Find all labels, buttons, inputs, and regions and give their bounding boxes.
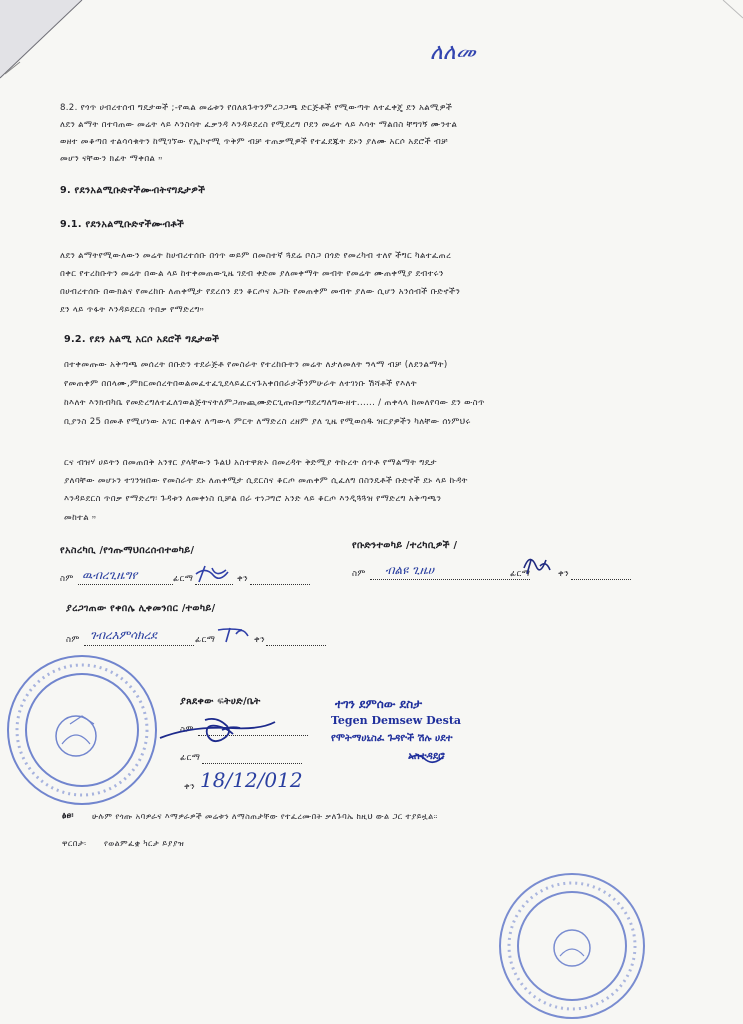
stamp-line-signature <box>410 755 444 762</box>
attachment-text: የወልምፈቋ ካርታ ይያያዝ <box>104 838 185 848</box>
heading-9: 9. የደንአልሚቡድኖችሙብትናግዴታዎች <box>60 185 206 196</box>
para-8-2-line: ለደን ልማት በተባጠው መሬት ላይ እንስሳት ፈቃንዳ እንዳይደረስ የሚደረግ ቦደን መሬት ላይ እሳት ማልበስ ቸግገኝ ሙንተል <box>60 120 458 130</box>
right-name-label: ስም <box>352 569 366 579</box>
left-signature <box>196 566 228 582</box>
heading-9-2: 9.2. የደን አልሚ አርሶ አደሮች ግዴታወች <box>64 334 220 345</box>
left-round-seal <box>8 656 156 804</box>
witness-name-handwritten: ገብረእምሳክረደ <box>90 628 157 642</box>
para-9-1-line: ደን ላይ ጥፋት እንዳይደርስ ጥበቃ የማድረግ። <box>60 305 205 315</box>
court-signature <box>160 719 275 741</box>
court-title: ያጸደቀው ፍትሀድ/ቤት <box>180 696 261 707</box>
kebele-chair-title: ያረጋገጠው የቀበሌ ሊቀመንበር /ተወካይ/ <box>66 603 216 614</box>
group-rep-title: የቡድንተወካይ /ተረካቢዎች / <box>352 540 458 551</box>
para-8-2-line: ወዘተ መቆጣበ ተልሳሳቁትን ከሚገኘው የኢኮኖሚ ጥቅም ብቻ ተጠቃሚዎች የተፈደጁት ደኑን ያለሙ አርሶ አደሮች ብቻ <box>60 137 449 147</box>
official-stamp-name-am: ተገን ደምሰው ደስታ <box>335 697 423 711</box>
para-9-1-line: ለደን ልማትየሚውለውን መሬት ከሀብረተሰቡ በጎጥ ወይም በመስተኛ ጓደሬ ቦስጋ በጎድ የመረካብ ተለየ ችግር ካልተፈጠረ <box>60 251 452 261</box>
left-sign-label: ፊርማ <box>173 574 194 584</box>
left-name-label: ስም <box>60 574 74 584</box>
para-9-2-cont-line: እንዳይደርስ ጥበቃ የማድረግ፡ ጉዳቱን ለመቀነስ ቢቻል በራ ተነጋግሮ አንድ ላይ ቆርጦ እንዲጓጓዝ የማድረግ አቅጣጫን <box>64 494 442 504</box>
para-9-2-cont-line: ያለባቸው መሆኑን ተገንዝበው የመስራት ደኑ ለጠቀሚታ ሲደርስና ቆርጦ መጠቀም ሲፈለግ በስንዴቶች ቡድኖች ደኑ ላይ ኩዳት <box>64 476 468 486</box>
para-9-1-line: በቀር የተረከቡትን መሬት በውል ላይ ከተቀመጠውጊዜ ገደብ ቀድመ ያለመቀማት መብት የመሬት ሙጠቀሚያ ደብተሩን <box>60 269 444 279</box>
right-signature <box>524 559 550 574</box>
official-stamp-subtitle: አስተዳደሮ <box>408 751 445 762</box>
court-sign-label: ፊርማ <box>180 753 201 763</box>
court-date-handwritten: 18/12/012 <box>200 768 303 792</box>
left-name-handwritten: ዉብረጊዜግየ <box>82 568 138 582</box>
para-8-2-line: መሆን ናቸውን ክፊት ማቀበል ። <box>60 154 163 164</box>
court-date-label: ቀን <box>184 782 195 792</box>
witness-name-label: ስም <box>66 635 80 645</box>
attachment-label: ዋርበታ፡ <box>62 838 87 848</box>
para-9-2-cont-line: መከተል ። <box>64 513 97 523</box>
para-9-2-line: ከእለት እንክብካቤ የመድረግለተፈለገወልጅትናትለምጋጡጪሙድርጊጡበቃጣደረግለግውዘተ...... / ጠቀላላ ከመለየባው ደን ውስጥ <box>64 398 485 408</box>
right-sign-label: ፊርማ <box>510 569 531 579</box>
witness-sign-label: ፊርማ <box>195 635 216 645</box>
bottom-right-round-seal <box>500 874 644 1018</box>
para-9-2-line: የመጠቀም በበላሙ,ምክርመሰረትበወልመፈተፈጊደላይፈርናጉአቀበበራታችንምሁራት ለተገነቡ ሽሻቶች የእለት <box>64 379 417 389</box>
note-text: ሁሉም የጎጡ አባዎራና እማዎራዎች መሬቱን ለማስጠታቸው የተፈረሙበት ቃለጉባኤ ከዚህ ውል ጋር ተያይዟል። <box>92 811 438 821</box>
para-9-2-line: ቢያንስ 25 በመቶ የሚሆነው አገር በቀልና ለጣውላ ምርት ለማድረስ ረዘም ያለ ጊዜ የሚወሰዱ ዝርያዎችን ካለቸው ሰነምህሩ <box>64 417 471 427</box>
witness-date-label: ቀን <box>254 635 265 645</box>
para-8-2-line: 8.2. የጎጥ ሀብረተሰብ ግዴታወች ;-የዉል መሬቱን የበለጸጉትንምረጋጋጫ ድርጅቶች የሚውጣት ለተፈቀጄ ደን አልሚዎች <box>60 103 453 113</box>
witness-signature <box>218 628 248 642</box>
right-name-handwritten: ብልዩ ጊዜሀ <box>385 563 435 577</box>
para-9-1-line: በሀብረተሰቡ በውክልና የመረከቡ ለጠቀሚታ የደረሰን ደን ቆርጦና አጋኩ የመጠቀም መብት ያለው ሲሆን አንሰብች ቡድኖችን <box>60 287 461 297</box>
left-date-label: ቀን <box>237 574 248 584</box>
court-name-label: ስም <box>180 725 194 735</box>
para-9-2-cont-line: ርና ብዝሃ ሀይትን በመጠበቅ አንፃር ያላቸውን ጉልህ አስተዋጽኦ በመረዳት ቅድሚያ ትኩረት ሰጥቶ የማልማት ግዴታ <box>64 458 437 468</box>
right-date-label: ቀን <box>558 569 569 579</box>
para-9-2-line: በተቀመጡው አቅጣጫ መሰረት በቡድን ተደራጅቶ የመስራት የተረከቡትን መሬት ለታለመለት ዓላማ ብቻ (ለደንልማት) <box>64 360 448 370</box>
official-stamp-name-en: Tegen Demsew Desta <box>331 714 462 727</box>
note-label: ፅፀ፡ <box>62 811 74 821</box>
official-stamp-title: የሞትማሀኒስፈ ጉዳዮች ሽሉ ሀደተ <box>331 733 453 744</box>
top-handwritten-mark: ለለመ <box>430 40 476 65</box>
heading-9-1: 9.1. የደንአልሚቡድኖችሙብቶች <box>60 219 185 230</box>
handover-rep-title: የአስረካቢ /የጎጡማህበረሰብተወካይ/ <box>60 545 195 556</box>
